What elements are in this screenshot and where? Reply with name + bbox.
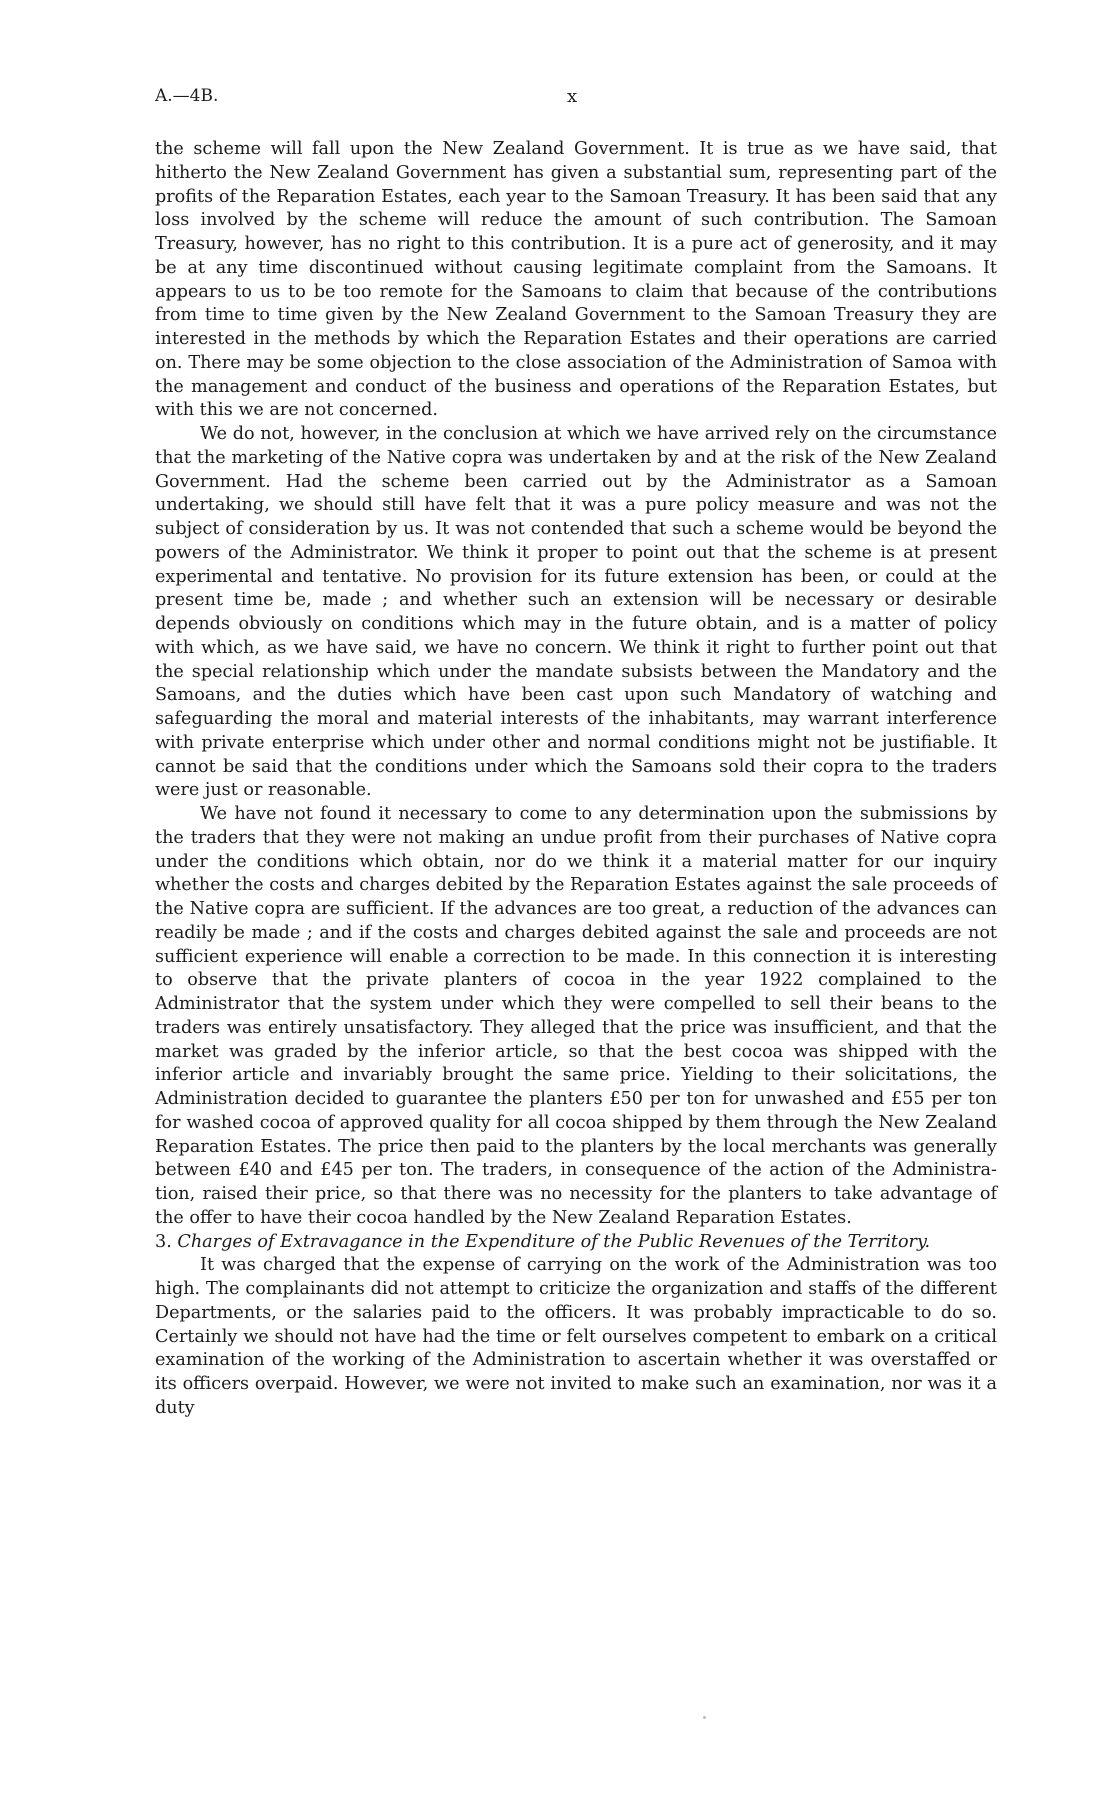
paragraph-2: We do not, however, in the conclusion at which we have arrived rely on the circumstance that the marketing of the Native copra was undertaken by and at the risk of the New Zealand Government. Had the scheme been carried out by the Administrator as a Samoan undertaking, we should still have felt that it was a pure policy measure and was not the subject of consideration by us. It was not contended that such a scheme would be beyond the powers of the Administrator. We think it proper to point out that the scheme is at present experimental and tentative. No provision for its future extension has been, or could at the present time be, made ; and whether such an extension will be necessary or desirable depends obviously on conditions which may in the future obtain, and is a matter of policy with which, as we have said, we have no concern. We think it right to further point out that the special relationship which under the mandate subsists between the Mandatory and the Samoans, and the duties which have been cast upon such Mandatory of watching and safeguarding the moral and material interests of the inhabitants, may warrant interference with private enterprise which under other and normal conditions might not be justifiable. It cannot be said that the conditions under which the Samoans sold their copra to the traders were just or reasonable. xyxy=(155,424,997,801)
paragraph-3: We have not found it necessary to come to any determination upon the submissions by the traders that they were not making an undue profit from their purchases of Native copra under the conditions which obtain, nor do we think it a material matter for our inquiry whether the costs and charges debited by the Reparation Estates against the sale proceeds of the Native copra are sufficient. If the advances are too great, a reduction of the advances can readily be made ; and if the costs and charges debited against the sale and proceeds are not sufficient experience will enable a correction to be made. In this connection it is interesting to observe that the private planters of cocoa in the year 1922 complained to the Administrator that the system under which they were compelled to sell their beans to the traders was entirely unsatisfactory. They alleged that the price was insufficient, and that the market was graded by the inferior article, so that the best cocoa was shipped with the inferior article and invariably brought the same price. Yielding to their solicitations, the Administration decided to guarantee the planters £50 per ton for unwashed and £55 per ton for washed cocoa of approved quality for all cocoa shipped by them through the New Zealand Reparation Estates. The price then paid to the planters by the local merchants was generally between £40 and £45 per ton. The traders, in consequence of the action of the Administration, raised their price, so that there was no necessity for the planters to take advantage of the offer to have their cocoa handled by the New Zealand Reparation Estates. xyxy=(155,804,997,1228)
page-number: x xyxy=(567,86,578,107)
document-reference: A.—4B. xyxy=(155,86,219,106)
section-title: Charges of Extravagance in the Expenditure of the Public Revenues of the Territory. xyxy=(177,1231,931,1252)
page-header xyxy=(155,86,963,116)
scan-speck xyxy=(703,1716,706,1719)
section-heading xyxy=(155,1231,997,1255)
paragraph-4: It was charged that the expense of carrying on the work of the Administration was too high. The complainants did not attempt to criticize the organization and staffs of the different Departments, or the salaries paid to the officers. It was probably impracticable to do so. Certainly we should not have had the time or felt ourselves competent to embark on a critical examination of the working of the Administration to ascertain whether it was overstaffed or its officers overpaid. However, we were not invited to make such an examination, nor was it a duty xyxy=(155,1255,997,1418)
document-body xyxy=(155,138,997,1421)
section-number: 3. xyxy=(155,1231,172,1252)
paragraph-1: the scheme will fall upon the New Zealand Government. It is true as we have said, that hitherto the New Zealand Government has given a substantial sum, representing part of the profits of the Reparation Estates, each year to the Samoan Treasury. It has been said that any loss involved by the scheme will reduce the amount of such contribution. The Samoan Treasury, however, has no right to this contribution. It is a pure act of generosity, and it may be at any time discontinued without causing legitimate complaint from the Samoans. It appears to us to be too remote for the Samoans to claim that because of the contributions from time to time given by the New Zealand Government to the Samoan Treasury they are interested in the methods by which the Reparation Estates and their operations are carried on. There may be some objection to the close association of the Administration of Samoa with the management and conduct of the business and operations of the Reparation Estates, but with this we are not concerned. xyxy=(155,139,997,421)
